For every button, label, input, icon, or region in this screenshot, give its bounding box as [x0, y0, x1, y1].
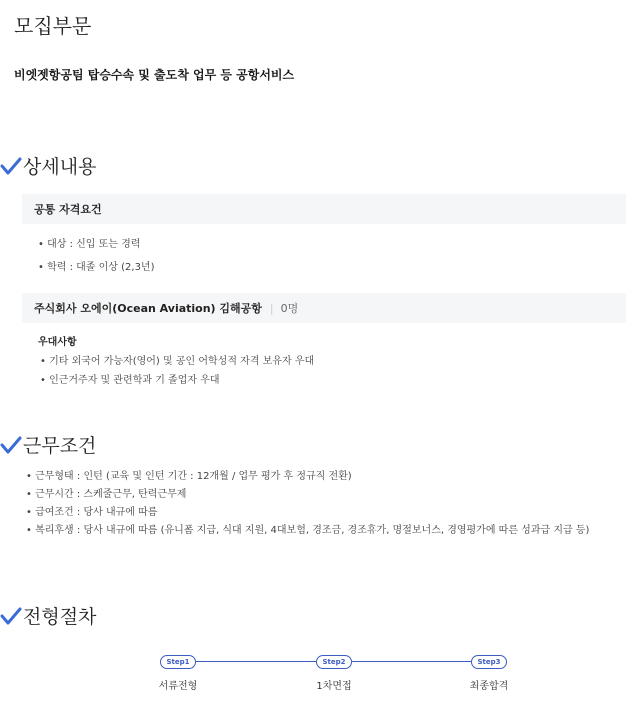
list-item: • 대상 : 신입 또는 경력 — [38, 239, 141, 250]
preference-title: 우대사항 — [38, 337, 77, 348]
divider: | — [269, 301, 274, 315]
section-process — [0, 602, 96, 629]
step-badge: Step3 — [471, 655, 507, 669]
list-item: • 인근거주자 및 관련학과 기 졸업자 우대 — [40, 375, 220, 386]
checkmark-icon — [0, 155, 22, 177]
list-item: • 기타 외국어 가능자(영어) 및 공인 어학성적 자격 보유자 우대 — [40, 356, 315, 367]
section-conditions-heading: 근무조건 — [23, 435, 97, 457]
checkmark-icon — [0, 434, 22, 456]
step-label: 1차면접 — [316, 681, 352, 692]
section-detail — [0, 152, 96, 179]
list-item: • 근무시간 : 스케줄근무, 탄력근무제 — [26, 489, 187, 500]
headcount: 0명 — [280, 302, 299, 315]
common-requirements-title: 공통 자격요건 — [34, 203, 102, 216]
section-process-heading: 전형절차 — [23, 606, 97, 628]
list-item: • 복리후생 : 당사 내규에 따름 (유니폼 지급, 식대 지원, 4대보험, 경조금, 경조휴가, 명절보너스, 경영평가에 따른 성과급 지급 등) — [26, 525, 590, 536]
list-item: • 학력 : 대졸 이상 (2,3년) — [38, 262, 155, 273]
list-item: • 근무형태 : 인턴 (교육 및 인턴 기간 : 12개월 / 업무 평가 후 정규직 전환) — [26, 471, 352, 482]
section-conditions — [0, 431, 96, 458]
step-badge: Step1 — [160, 655, 196, 669]
step-label: 최종합격 — [469, 681, 509, 692]
position-subtitle: 비엣젯항공팀 탑승수속 및 출도착 업무 등 공항서비스 — [14, 68, 295, 82]
list-item: • 급여조건 : 당사 내규에 따름 — [26, 507, 158, 518]
step-badge: Step2 — [316, 655, 352, 669]
section-detail-heading: 상세내용 — [23, 156, 97, 178]
checkmark-icon — [0, 605, 22, 627]
step-label: 서류전형 — [158, 681, 198, 692]
company-bar — [22, 293, 626, 323]
common-requirements-bar — [22, 194, 626, 224]
company-name: 주식회사 오에이(Ocean Aviation) 김해공항 — [34, 302, 262, 315]
process-steps — [0, 650, 641, 700]
page-title: 모집부문 — [14, 14, 92, 38]
